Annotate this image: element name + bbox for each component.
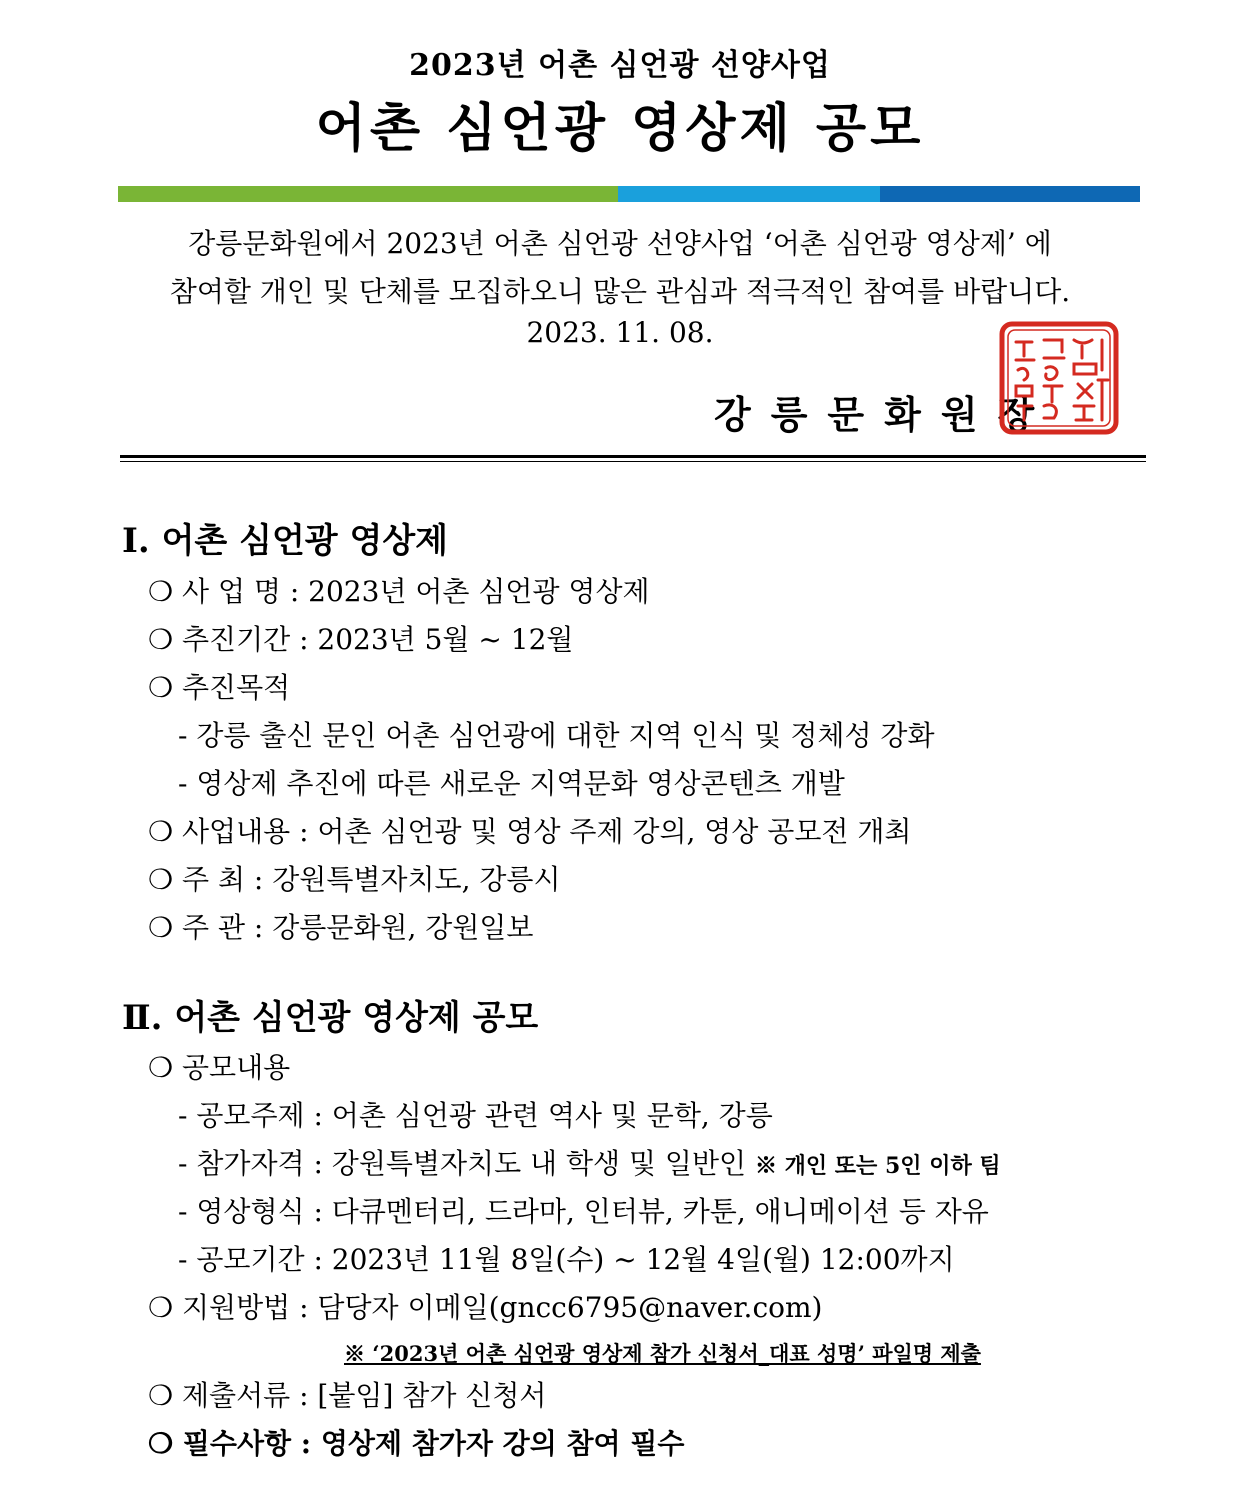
section-1-heading: Ⅰ. 어촌 심언광 영상제 bbox=[122, 521, 449, 561]
project-organizer: ❍ 주 관 : 강릉문화원, 강원일보 bbox=[148, 911, 534, 944]
intro-line-1: 강릉문화원에서 2023년 어촌 심언광 선양사업 ‘어촌 심언광 영상제’ 에 bbox=[188, 227, 1052, 260]
header-divider-thick bbox=[120, 455, 1146, 458]
application-method: ❍ 지원방법 : 담당자 이메일(gncc6795@naver.com) bbox=[148, 1291, 823, 1324]
eligibility-text: - 참가자격 : 강원특별자치도 내 학생 및 일반인 bbox=[178, 1147, 747, 1180]
contest-theme: - 공모주제 : 어촌 심언광 관련 역사 및 문학, 강릉 bbox=[178, 1099, 773, 1132]
official-seal-icon bbox=[998, 320, 1120, 436]
intro-line-2: 참여할 개인 및 단체를 모집하오니 많은 관심과 적극적인 참여를 바랍니다. bbox=[169, 275, 1071, 308]
section-2-heading: Ⅱ. 어촌 심언광 영상제 공모 bbox=[122, 998, 539, 1038]
filename-note: ※ ‘2023년 어촌 심언광 영상제 참가 신청서_대표 성명’ 파일명 제출 bbox=[344, 1341, 981, 1366]
color-bar-green bbox=[118, 186, 618, 202]
color-bar-dark-blue bbox=[880, 186, 1140, 202]
header-divider-thin bbox=[120, 461, 1146, 462]
contest-period: - 공모기간 : 2023년 11월 8일(수) ~ 12월 4일(월) 12:00까지 bbox=[178, 1243, 955, 1276]
required-items: ❍ 필수사항 : 영상제 참가자 강의 참여 필수 bbox=[148, 1427, 685, 1460]
contest-content-label: ❍ 공모내용 bbox=[148, 1051, 291, 1084]
contest-eligibility bbox=[178, 1142, 1001, 1182]
project-purpose-1: - 강릉 출신 문인 어촌 심언광에 대한 지역 인식 및 정체성 강화 bbox=[178, 719, 935, 752]
project-content: ❍ 사업내용 : 어촌 심언광 및 영상 주제 강의, 영상 공모전 개최 bbox=[148, 815, 912, 848]
project-host: ❍ 주 최 : 강원특별자치도, 강릉시 bbox=[148, 863, 561, 896]
project-period: ❍ 추진기간 : 2023년 5월 ~ 12월 bbox=[148, 623, 574, 656]
submission-documents: ❍ 제출서류 : [붙임] 참가 신청서 bbox=[148, 1379, 547, 1412]
announcement-date: 2023. 11. 08. bbox=[526, 316, 714, 349]
eligibility-note: ※ 개인 또는 5인 이하 팀 bbox=[754, 1153, 1001, 1179]
document-subtitle: 2023년 어촌 심언광 선양사업 bbox=[409, 48, 831, 83]
header-color-bar bbox=[118, 186, 1140, 202]
project-purpose-2: - 영상제 추진에 따른 새로운 지역문화 영상콘텐츠 개발 bbox=[178, 767, 845, 800]
color-bar-light-blue bbox=[618, 186, 880, 202]
contest-format: - 영상형식 : 다큐멘터리, 드라마, 인터뷰, 카툰, 애니메이션 등 자유 bbox=[178, 1195, 989, 1228]
project-purpose-label: ❍ 추진목적 bbox=[148, 671, 291, 704]
project-name: ❍ 사 업 명 : 2023년 어촌 심언광 영상제 bbox=[148, 575, 650, 608]
organization-signature: 강릉문화원장 bbox=[714, 392, 1055, 437]
document-title: 어촌 심언광 영상제 공모 bbox=[315, 98, 925, 159]
